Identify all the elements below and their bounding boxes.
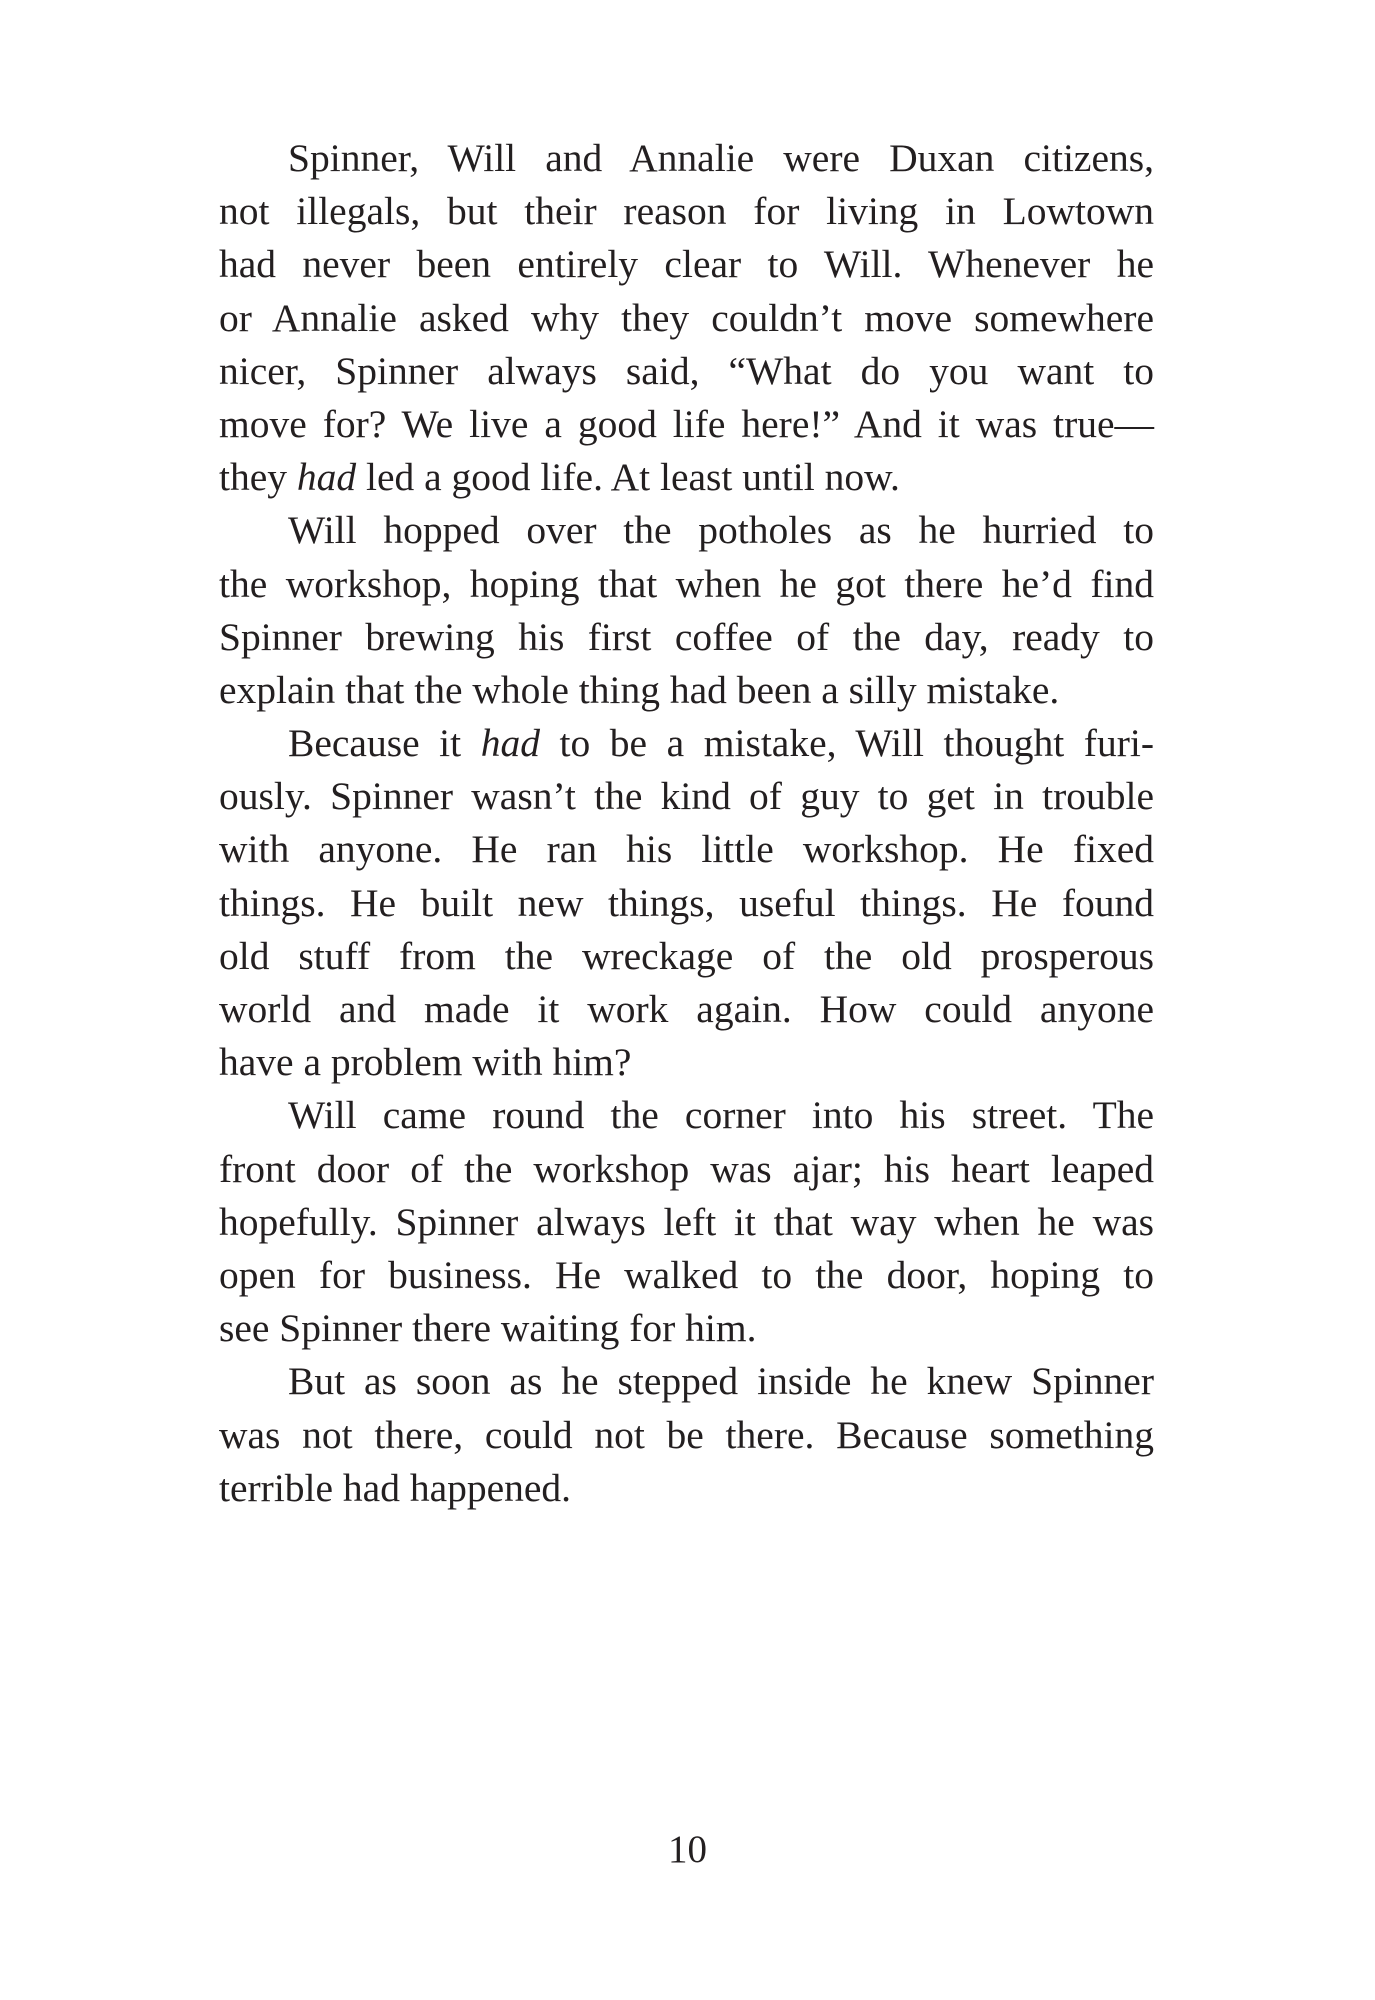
text-segment: had never been entirely clear to Will. Whenever he — [219, 242, 1154, 287]
paragraph — [219, 1355, 1154, 1515]
text-line — [219, 983, 1154, 1036]
text-line — [219, 717, 1154, 770]
text-line — [219, 1196, 1154, 1249]
text-line — [219, 292, 1154, 345]
page-number: 10 — [668, 1828, 707, 1871]
text-line — [219, 1409, 1154, 1462]
text-line — [219, 1355, 1154, 1408]
text-line — [219, 185, 1154, 238]
text-segment: hopefully. Spinner always left it that way when he was — [219, 1199, 1154, 1244]
text-line — [219, 238, 1154, 291]
text-segment: not illegals, but their reason for living in Lowtown — [219, 189, 1154, 234]
text-line — [219, 823, 1154, 876]
text-segment: old stuff from the wreckage of the old prosperous — [219, 933, 1154, 978]
text-segment: front door of the workshop was ajar; his heart leaped — [219, 1146, 1154, 1191]
text-segment: to be a mistake, Will thought furi- — [539, 721, 1154, 766]
paragraph — [219, 132, 1154, 504]
text-segment: But as soon as he stepped inside he knew Spinner — [288, 1359, 1154, 1404]
text-line — [219, 451, 1154, 504]
text-segment: the workshop, hoping that when he got there he’d find — [219, 561, 1154, 606]
text-line — [219, 1143, 1154, 1196]
text-segment: with anyone. He ran his little workshop. He fixed — [219, 827, 1154, 872]
text-segment: things. He built new things, useful things. He found — [219, 880, 1154, 925]
text-line — [219, 877, 1154, 930]
text-segment: nicer, Spinner always said, “What do you want to — [219, 348, 1154, 393]
text-line — [219, 611, 1154, 664]
text-segment: ously. Spinner wasn’t the kind of guy to get in trouble — [219, 774, 1154, 819]
text-segment: Spinner brewing his first coffee of the day, ready to — [219, 614, 1154, 659]
text-segment: terrible had happened. — [219, 1465, 572, 1510]
text-line — [219, 345, 1154, 398]
text-segment: have a problem with him? — [219, 1040, 632, 1085]
text-segment: was not there, could not be there. Because something — [219, 1412, 1154, 1457]
text-line — [219, 1036, 1154, 1089]
paragraph — [219, 717, 1154, 1089]
italic-text: had — [480, 721, 540, 766]
paragraph — [219, 504, 1154, 717]
text-segment: see Spinner there waiting for him. — [219, 1306, 757, 1351]
text-line — [219, 930, 1154, 983]
text-segment: or Annalie asked why they couldn’t move somewhere — [219, 295, 1154, 340]
text-line — [219, 398, 1154, 451]
text-line — [219, 504, 1154, 557]
text-segment: world and made it work again. How could anyone — [219, 987, 1154, 1031]
text-segment: Will hopped over the potholes as he hurried to — [288, 508, 1154, 553]
text-segment: Will came round the corner into his street. The — [288, 1093, 1154, 1138]
text-line — [219, 558, 1154, 611]
text-segment: they — [219, 455, 297, 500]
text-segment: open for business. He walked to the door, hoping to — [219, 1252, 1154, 1297]
text-segment: led a good life. At least until now. — [356, 455, 900, 500]
text-segment: Spinner, Will and Annalie were Duxan citizens, — [288, 136, 1154, 180]
text-line — [219, 1249, 1154, 1302]
text-line — [219, 132, 1154, 185]
paragraph — [219, 1089, 1154, 1355]
page-body-text — [219, 132, 1154, 1515]
text-line — [219, 664, 1154, 717]
text-line — [219, 1462, 1154, 1515]
text-segment: move for? We live a good life here!” And it was true— — [219, 401, 1154, 446]
italic-text: had — [296, 455, 357, 500]
text-line — [219, 770, 1154, 823]
text-segment: explain that the whole thing had been a silly mistake. — [219, 667, 1060, 712]
text-line — [219, 1302, 1154, 1355]
text-segment: Because it — [288, 721, 481, 766]
text-line — [219, 1089, 1154, 1142]
